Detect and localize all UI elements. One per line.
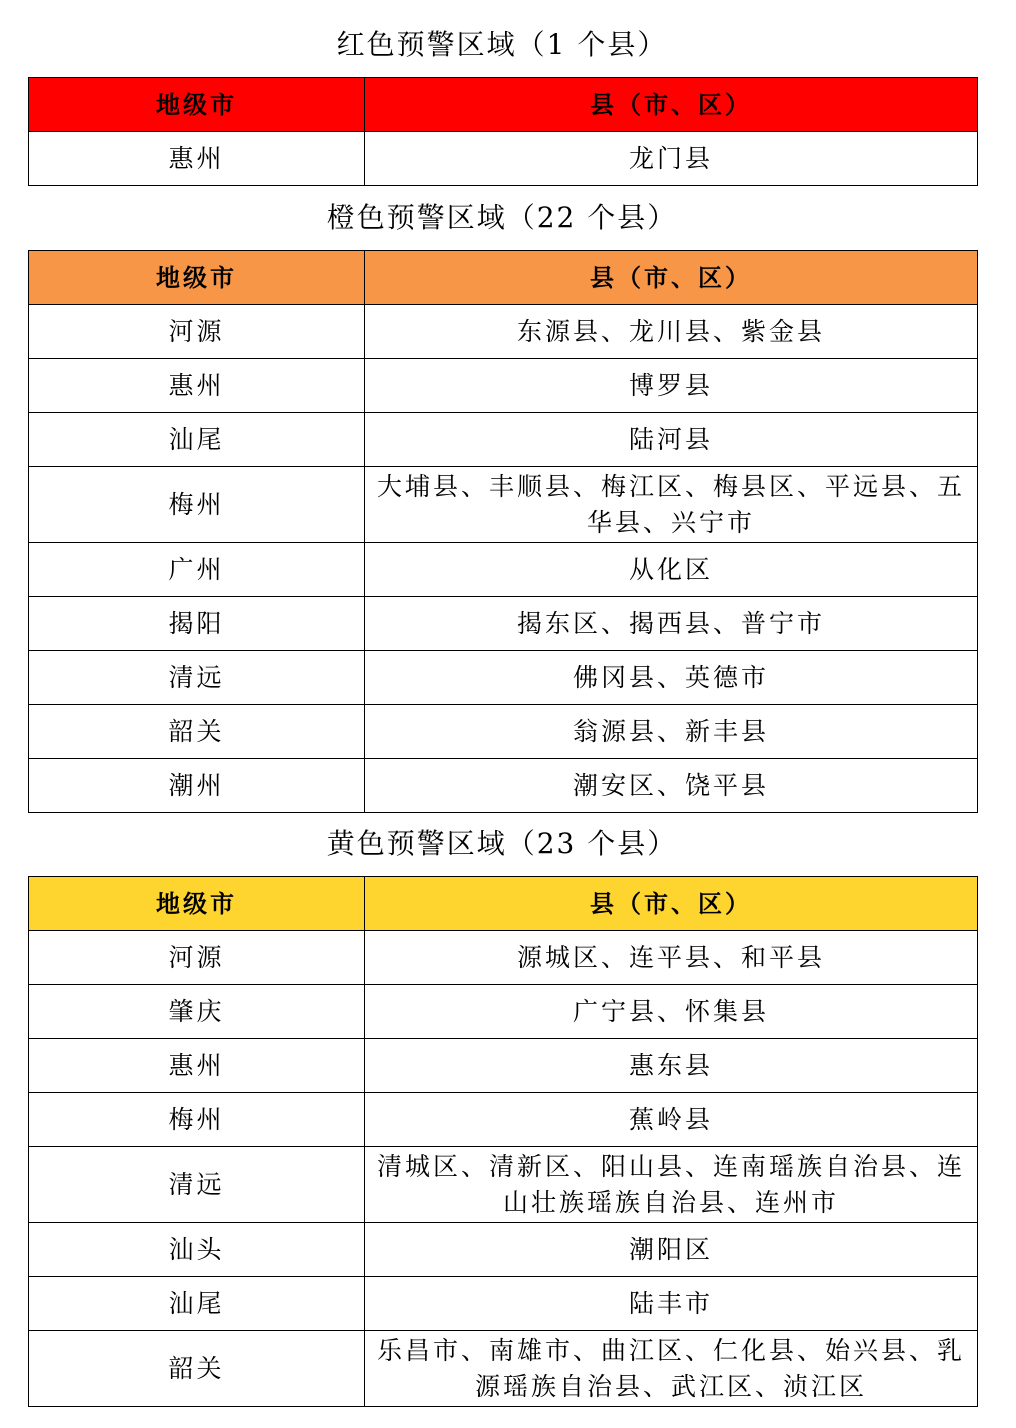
table-row <box>29 1331 978 1407</box>
counties-cell: 陆丰市 <box>365 1277 978 1331</box>
table-row <box>29 305 978 359</box>
header-city: 地级市 <box>29 877 365 931</box>
table-row <box>29 1147 978 1223</box>
yellow-warning-table <box>28 876 978 1407</box>
city-cell: 汕头 <box>29 1223 365 1277</box>
header-counties: 县（市、区） <box>365 251 978 305</box>
city-cell: 韶关 <box>29 1331 365 1407</box>
counties-cell: 佛冈县、英德市 <box>365 651 978 705</box>
table-row <box>29 543 978 597</box>
city-cell: 韶关 <box>29 705 365 759</box>
orange-warning-table <box>28 250 978 813</box>
table-row <box>29 1223 978 1277</box>
city-cell: 河源 <box>29 305 365 359</box>
counties-cell: 大埔县、丰顺县、梅江区、梅县区、平远县、五华县、兴宁市 <box>365 467 978 543</box>
table-row <box>29 705 978 759</box>
city-cell: 汕尾 <box>29 413 365 467</box>
city-cell: 惠州 <box>29 132 365 186</box>
city-cell: 清远 <box>29 651 365 705</box>
city-cell: 惠州 <box>29 359 365 413</box>
city-cell: 广州 <box>29 543 365 597</box>
counties-cell: 蕉岭县 <box>365 1093 978 1147</box>
table-row <box>29 132 978 186</box>
city-cell: 揭阳 <box>29 597 365 651</box>
table-row <box>29 597 978 651</box>
table-header-row <box>29 78 978 132</box>
red-warning-table <box>28 77 978 186</box>
table-row <box>29 467 978 543</box>
counties-cell: 揭东区、揭西县、普宁市 <box>365 597 978 651</box>
yellow-warning-title: 黄色预警区域（23 个县） <box>326 827 678 860</box>
city-cell: 梅州 <box>29 467 365 543</box>
counties-cell: 源城区、连平县、和平县 <box>365 931 978 985</box>
table-row <box>29 1039 978 1093</box>
counties-cell: 潮阳区 <box>365 1223 978 1277</box>
counties-cell: 东源县、龙川县、紫金县 <box>365 305 978 359</box>
table-header-row <box>29 251 978 305</box>
counties-cell: 惠东县 <box>365 1039 978 1093</box>
header-city: 地级市 <box>29 251 365 305</box>
counties-cell: 翁源县、新丰县 <box>365 705 978 759</box>
counties-cell: 乐昌市、南雄市、曲江区、仁化县、始兴县、乳源瑶族自治县、武江区、浈江区 <box>365 1331 978 1407</box>
table-row <box>29 931 978 985</box>
city-cell: 梅州 <box>29 1093 365 1147</box>
table-header-row <box>29 877 978 931</box>
counties-cell: 潮安区、饶平县 <box>365 759 978 813</box>
counties-cell: 龙门县 <box>365 132 978 186</box>
city-cell: 惠州 <box>29 1039 365 1093</box>
counties-cell: 陆河县 <box>365 413 978 467</box>
city-cell: 清远 <box>29 1147 365 1223</box>
red-warning-title: 红色预警区域（1 个县） <box>336 28 668 61</box>
header-counties: 县（市、区） <box>365 78 978 132</box>
city-cell: 汕尾 <box>29 1277 365 1331</box>
counties-cell: 清城区、清新区、阳山县、连南瑶族自治县、连山壮族瑶族自治县、连州市 <box>365 1147 978 1223</box>
counties-cell: 广宁县、怀集县 <box>365 985 978 1039</box>
header-city: 地级市 <box>29 78 365 132</box>
city-cell: 肇庆 <box>29 985 365 1039</box>
table-row <box>29 1277 978 1331</box>
table-row <box>29 1093 978 1147</box>
city-cell: 潮州 <box>29 759 365 813</box>
table-row <box>29 413 978 467</box>
orange-warning-title: 橙色预警区域（22 个县） <box>326 201 678 234</box>
header-counties: 县（市、区） <box>365 877 978 931</box>
table-row <box>29 985 978 1039</box>
table-row <box>29 759 978 813</box>
table-row <box>29 651 978 705</box>
city-cell: 河源 <box>29 931 365 985</box>
counties-cell: 从化区 <box>365 543 978 597</box>
counties-cell: 博罗县 <box>365 359 978 413</box>
table-row <box>29 359 978 413</box>
